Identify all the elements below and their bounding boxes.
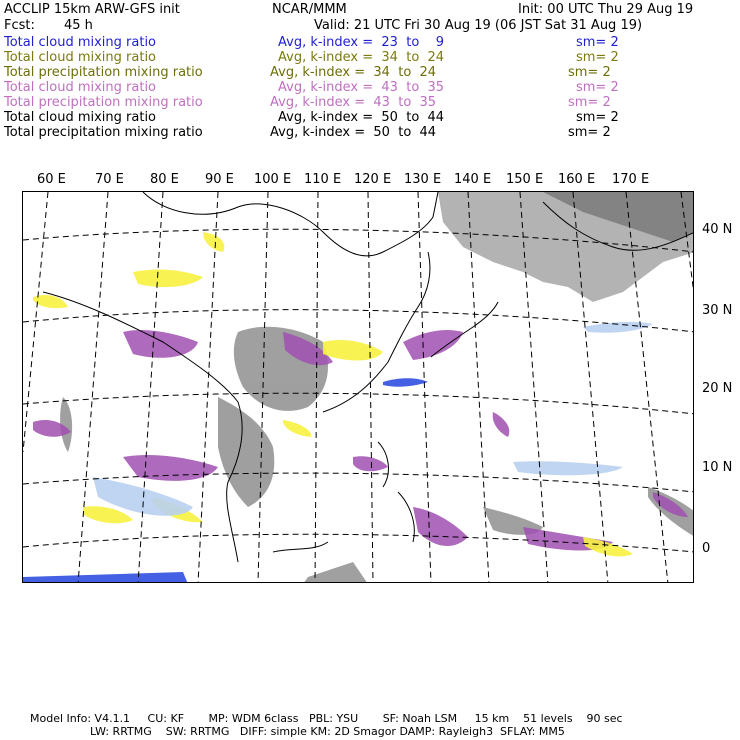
map-panel [22, 191, 694, 583]
valid-time: Valid: 21 UTC Fri 30 Aug 19 (06 JST Sat 31 Aug 19) [314, 18, 643, 33]
lon-label: 100 E [254, 172, 292, 187]
purple-shading [33, 330, 688, 550]
field-avg: Avg, k-index = 50 to 44 [278, 110, 445, 125]
field-sm: sm= 2 [576, 80, 619, 95]
field-avg: Avg, k-index = 43 to 35 [270, 95, 437, 110]
title-center: NCAR/MMM [272, 2, 347, 17]
lon-label: 70 E [95, 172, 124, 187]
field-name: Total cloud mixing ratio [4, 80, 157, 95]
lat-label: 0 [702, 541, 711, 556]
field-name: Total precipitation mixing ratio [4, 65, 203, 80]
fcst-label: Fcst: [4, 18, 35, 33]
map-canvas [23, 192, 694, 583]
model-info-line2: LW: RRTMG SW: RRTMG DIFF: simple KM: 2D Smagor DAMP: Rayleigh3 SFLAY: MM5 [90, 725, 565, 738]
field-name: Total precipitation mixing ratio [4, 125, 203, 140]
field-avg: Avg, k-index = 43 to 35 [278, 80, 445, 95]
lat-label: 20 N [702, 381, 733, 396]
model-info-line1: Model Info: V4.1.1 CU: KF MP: WDM 6class PBL: YSU SF: Noah LSM 15 km 51 levels 90 sec [30, 712, 623, 725]
lon-label: 60 E [37, 172, 66, 187]
field-sm: sm= 2 [576, 110, 619, 125]
field-sm: sm= 2 [568, 125, 611, 140]
field-sm: sm= 2 [568, 95, 611, 110]
lon-label: 140 E [454, 172, 492, 187]
field-avg: Avg, k-index = 23 to 9 [278, 35, 445, 50]
field-name: Total cloud mixing ratio [4, 35, 157, 50]
lat-label: 30 N [702, 303, 733, 318]
field-sm: sm= 2 [568, 65, 611, 80]
lat-label: 40 N [702, 222, 733, 237]
gray-shading [60, 192, 694, 583]
field-sm: sm= 2 [576, 50, 619, 65]
lon-label: 90 E [205, 172, 234, 187]
lon-label: 80 E [150, 172, 179, 187]
lon-label: 110 E [304, 172, 342, 187]
lon-label: 120 E [354, 172, 392, 187]
field-name: Total cloud mixing ratio [4, 110, 157, 125]
title-left: ACCLIP 15km ARW-GFS init [4, 2, 180, 17]
field-avg: Avg, k-index = 34 to 24 [278, 50, 445, 65]
field-name: Total precipitation mixing ratio [4, 95, 203, 110]
field-sm: sm= 2 [576, 35, 619, 50]
lon-label: 160 E [558, 172, 596, 187]
fcst-value: 45 h [64, 18, 93, 33]
lon-label: 150 E [506, 172, 544, 187]
field-name: Total cloud mixing ratio [4, 50, 157, 65]
field-avg: Avg, k-index = 34 to 24 [270, 65, 437, 80]
field-avg: Avg, k-index = 50 to 44 [270, 125, 437, 140]
lat-label: 10 N [702, 460, 733, 475]
lon-label: 170 E [612, 172, 650, 187]
lon-label: 130 E [404, 172, 442, 187]
init-time: Init: 00 UTC Thu 29 Aug 19 [518, 2, 694, 17]
